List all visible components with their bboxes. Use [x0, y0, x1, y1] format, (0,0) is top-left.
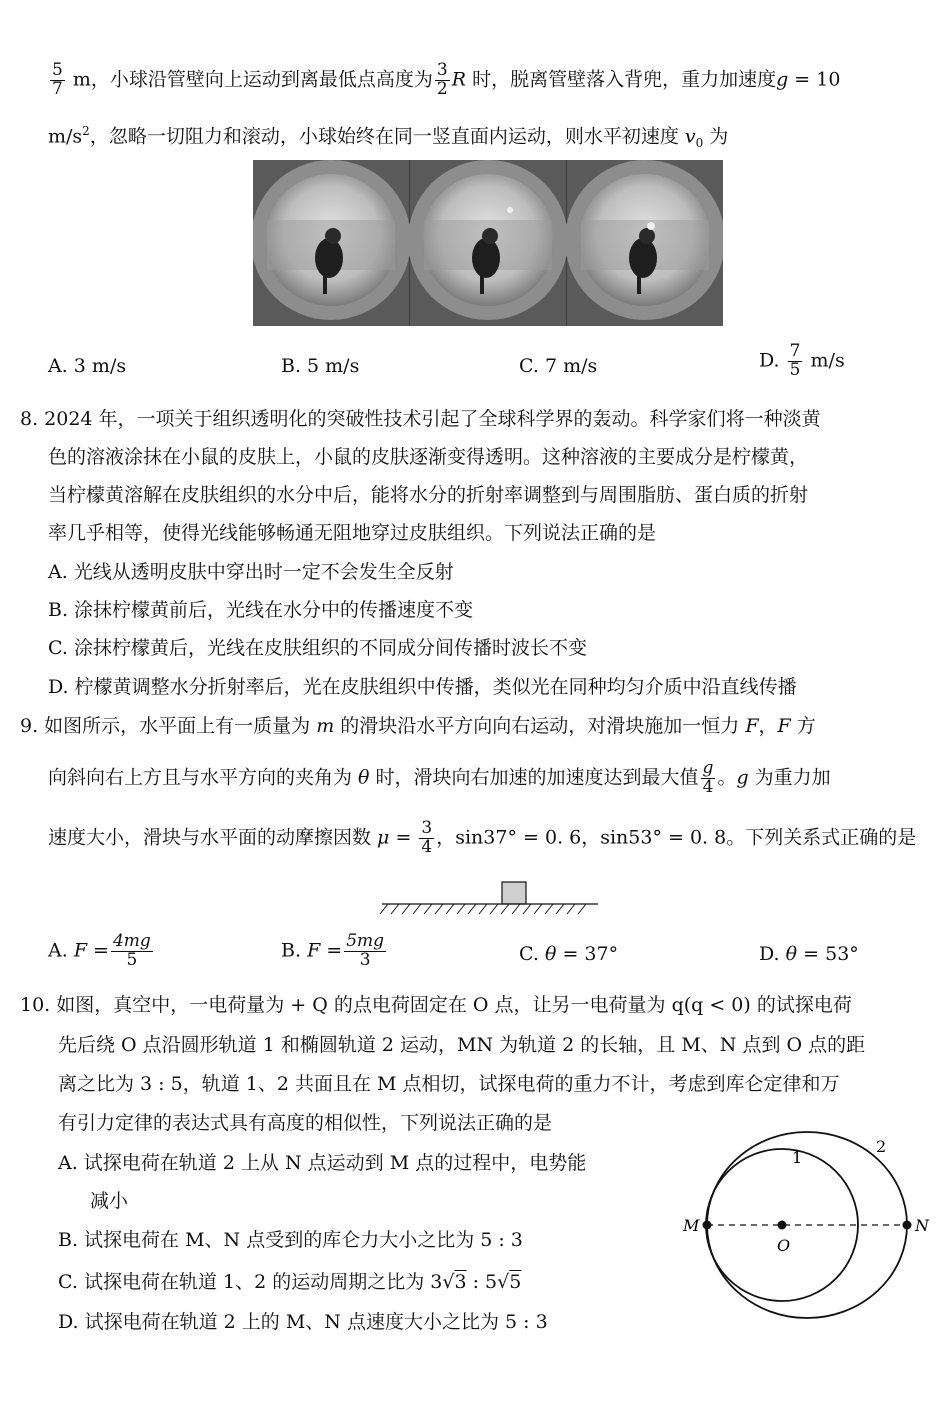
q7-fraction-3-2: $\frac{3}{2}$ — [436, 60, 448, 99]
q9-option-a-fraction: $\frac{4mg}{5}$ — [112, 931, 151, 970]
q9-option-c: C. θ = 37° — [519, 943, 619, 965]
hatch-mark — [435, 904, 443, 914]
hatch-mark — [413, 904, 421, 914]
hatch-mark — [501, 904, 509, 914]
q7-option-d-fraction: $\frac{7}{5}$ — [789, 341, 801, 380]
orbit-2-label: 2 — [876, 1137, 887, 1156]
q8-stem-line-3: 当柠檬黄溶解在皮肤组织的水分中后，能将水分的折射率调整到与周围脂肪、蛋白质的折射 — [48, 484, 809, 506]
block — [502, 882, 526, 904]
orbit-diagram — [676, 1130, 938, 1335]
q10-option-a-line-1: A. 试探电荷在轨道 2 上从 N 点运动到 M 点的过程中，电势能 — [58, 1152, 587, 1174]
q8-option-d: D. 柠檬黄调整水分折射率后，光在皮肤组织中传播，类似光在同种均匀介质中沿直线传播 — [48, 676, 797, 698]
hatch-mark — [468, 904, 476, 914]
q9-option-b: B. F = $\frac{5mg}{3}$ — [281, 931, 385, 970]
q8-stem-line-2: 色的溶液涂抹在小鼠的皮肤上，小鼠的皮肤逐渐变得透明。这种溶液的主要成分是柠檬黄， — [48, 446, 809, 468]
q9-option-d: D. θ = 53° — [759, 943, 859, 965]
q10-stem-line-2: 先后绕 O 点沿圆形轨道 1 和椭圆轨道 2 运动，MN 为轨道 2 的长轴，且 M、N 点到 O 点的距 — [58, 1034, 866, 1056]
hatch-mark — [556, 904, 564, 914]
hatch-mark — [391, 904, 399, 914]
hatch-mark — [446, 904, 454, 914]
q10-stem-line-1: 10. 如图，真空中，一电荷量为 + Q 的点电荷固定在 O 点，让另一电荷量为 q(q < 0) 的试探电荷 — [20, 994, 852, 1016]
ground-hatch — [380, 904, 586, 914]
q10-option-d: D. 试探电荷在轨道 2 上的 M、N 点速度大小之比为 5 : 3 — [58, 1311, 548, 1333]
hatch-mark — [490, 904, 498, 914]
q10-option-c: C. 试探电荷在轨道 1、2 的运动周期之比为 3√3 : 5√5 — [58, 1271, 522, 1293]
q7-option-d: D. $\frac{7}{5}$ m/s — [759, 341, 845, 380]
point-O-label: O — [777, 1236, 791, 1255]
hatch-mark — [424, 904, 432, 914]
q8-option-a: A. 光线从透明皮肤中穿出时一定不会发生全反射 — [48, 561, 454, 583]
q10-stem-line-3: 离之比为 3 : 5，轨道 1、2 共面且在 M 点相切，试探电荷的重力不计，考虑到库仑定律和万 — [58, 1073, 840, 1095]
q9-stem-line-3: 速度大小，滑块与水平面的动摩擦因数 μ = $\frac{3}{4}$ ，sin37° = 0. 6，sin53° = 0. 8。下列关系式正确的是 — [48, 818, 917, 857]
hatch-mark — [534, 904, 542, 914]
q8-option-b: B. 涂抹柠檬黄前后，光线在水分中的传播速度不变 — [48, 599, 474, 621]
hatch-mark — [479, 904, 487, 914]
q9-option-b-fraction: $\frac{5mg}{3}$ — [346, 931, 385, 970]
q7-option-a: A. 3 m/s — [48, 355, 127, 377]
q10-stem-line-4: 有引力定律的表达式具有高度的相似性，下列说法正确的是 — [58, 1112, 553, 1134]
q9-option-a: A. F = $\frac{4mg}{5}$ — [48, 931, 151, 970]
q10-option-b: B. 试探电荷在 M、N 点受到的库仑力大小之比为 5 : 3 — [58, 1229, 523, 1251]
q9-stem-line-1: 9. 如图所示，水平面上有一质量为 m 的滑块沿水平方向向右运动，对滑块施加一恒力 F，F 方 — [20, 715, 816, 737]
photo-panel-3 — [565, 160, 723, 326]
point-N-label: N — [915, 1216, 929, 1235]
photo-panel-2 — [408, 160, 568, 326]
q9-fraction-3-4: $\frac{3}{4}$ — [421, 818, 433, 857]
hatch-mark — [457, 904, 465, 914]
hatch-mark — [380, 904, 388, 914]
q10-option-a-line-2: 减小 — [90, 1190, 129, 1212]
q7-line-1: $\frac{5}{7}$ m，小球沿管壁向上运动到离最低点高度为 $\frac{3}{2}$ R 时，脱离管壁落入背兜，重力加速度g = 10 — [52, 60, 841, 99]
point-M-label: M — [683, 1216, 700, 1235]
q8-option-c: C. 涂抹柠檬黄后，光线在皮肤组织的不同成分间传播时波长不变 — [48, 637, 587, 659]
photo-panel-1 — [253, 160, 411, 326]
pipe-photo-sequence — [253, 160, 723, 326]
q8-stem-line-1: 8. 2024 年，一项关于组织透明化的突破性技术引起了全球科学界的轰动。科学家们将一种淡黄 — [20, 408, 821, 430]
q7-line-2: $m/s^2$，忽略一切阻力和滚动，小球始终在同一竖直面内运动，则水平初速度 $v_0$ 为 — [48, 124, 729, 151]
hatch-mark — [578, 904, 586, 914]
q7-fraction-5-7: $\frac{5}{7}$ — [52, 60, 63, 99]
pipe-photo-image — [253, 160, 723, 326]
q9-stem-line-2: 向斜向右上方且与水平方向的夹角为 θ 时，滑块向右加速的加速度达到最大值 $\frac{g}{4}$ 。g 为重力加 — [48, 758, 831, 797]
hatch-mark — [545, 904, 553, 914]
block-on-surface-diagram — [378, 876, 603, 918]
point-M — [703, 1221, 712, 1230]
hatch-mark — [523, 904, 531, 914]
point-N — [903, 1221, 912, 1230]
q7-option-b: B. 5 m/s — [281, 355, 360, 377]
hatch-mark — [512, 904, 520, 914]
orbit-1-label: 1 — [792, 1148, 803, 1167]
hatch-mark — [567, 904, 575, 914]
q7-option-c: C. 7 m/s — [519, 355, 598, 377]
q9-fraction-g-4: $\frac{g}{4}$ — [702, 758, 714, 797]
q8-stem-line-4: 率几乎相等，使得光线能够畅通无阻地穿过皮肤组织。下列说法正确的是 — [48, 522, 657, 544]
hatch-mark — [402, 904, 410, 914]
point-O — [778, 1221, 787, 1230]
